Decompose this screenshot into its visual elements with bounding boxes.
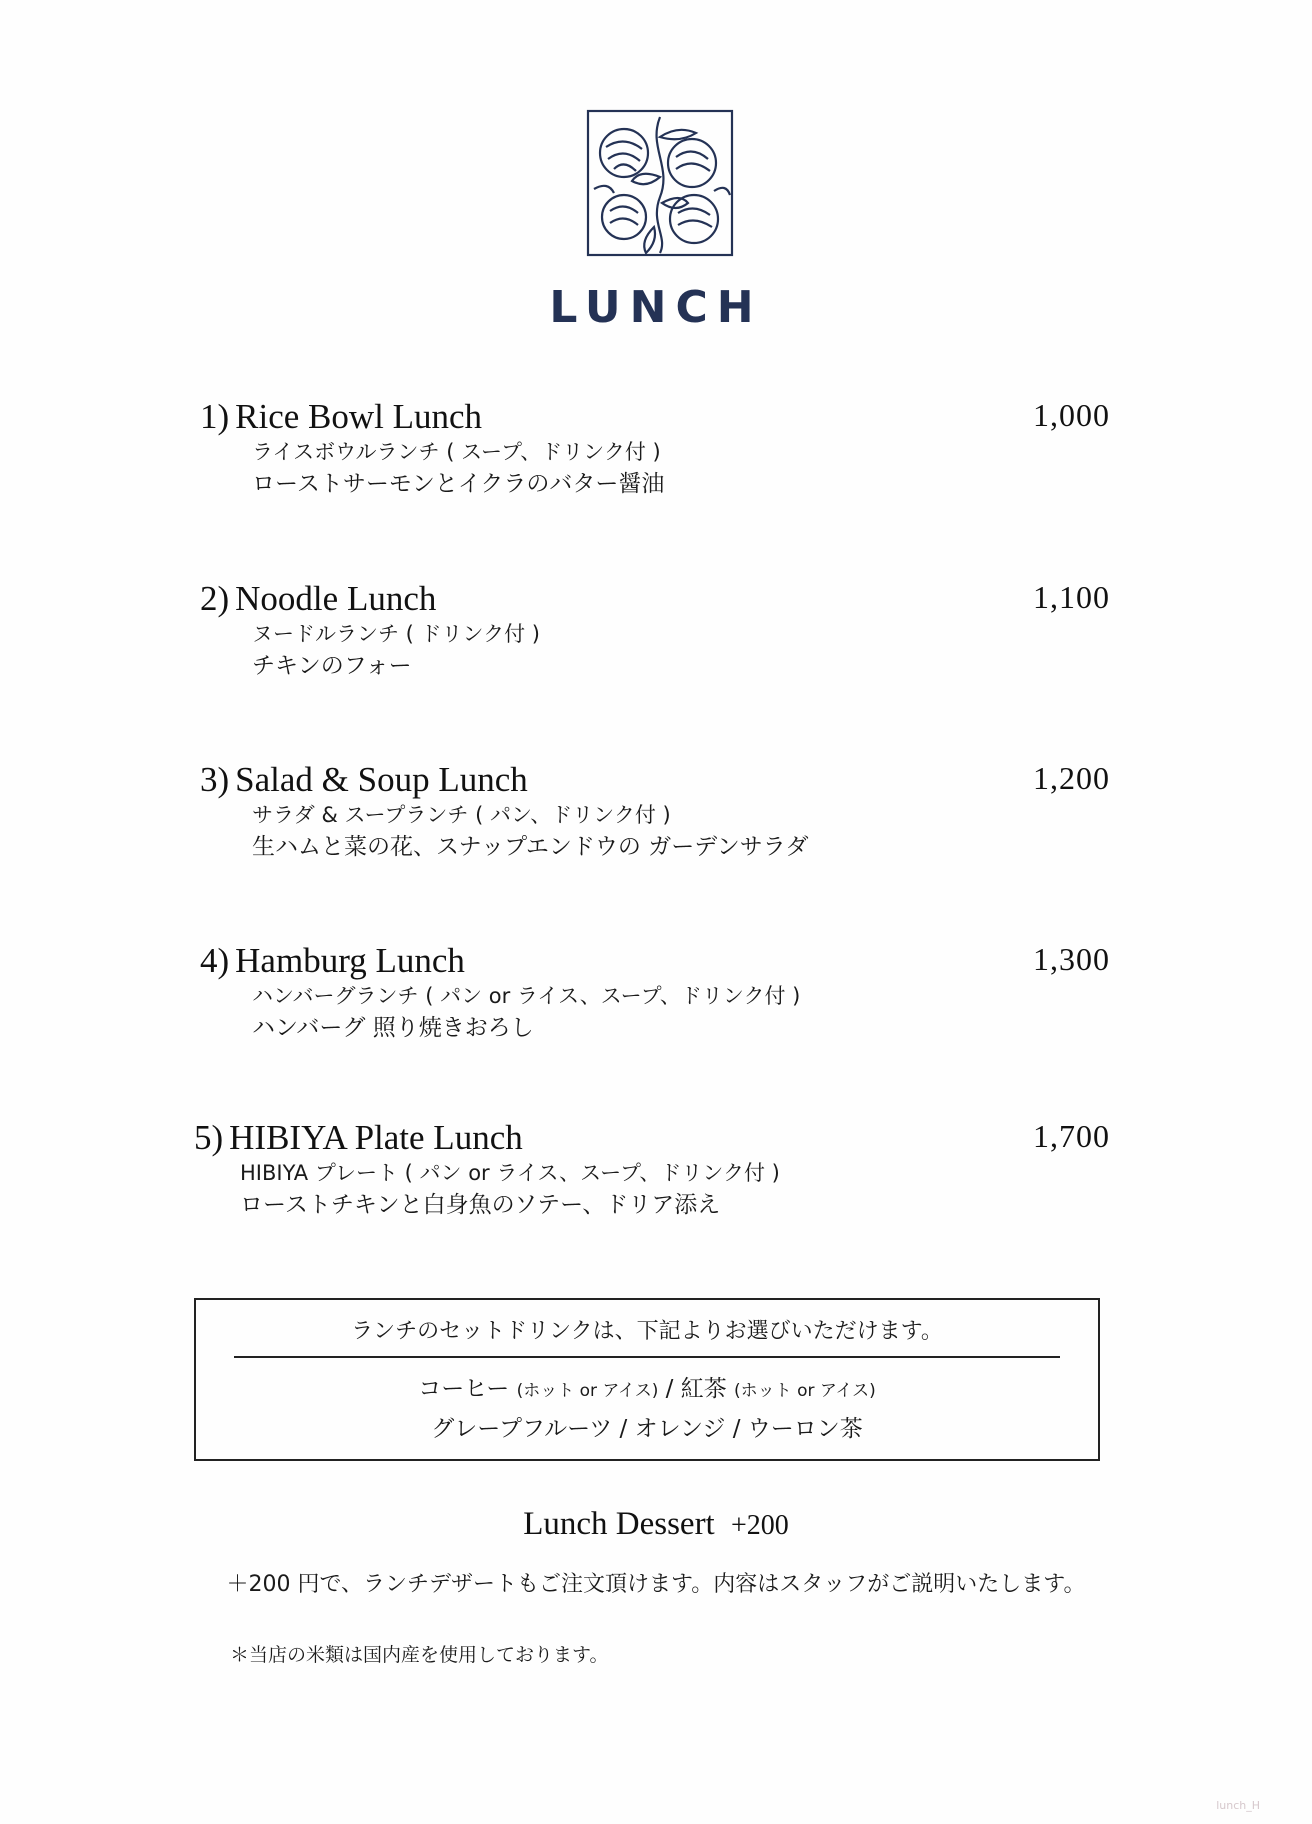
drink-line-juice: グレープフルーツ / オレンジ / ウーロン茶: [431, 1416, 863, 1442]
rice-origin-note: ＊当店の米類は国内産を使用しております。: [230, 1644, 609, 1666]
drink-coffee-note: (ホット or アイス): [516, 1381, 659, 1401]
drink-separator: /: [665, 1376, 674, 1402]
menu-item-noodle: [200, 579, 1120, 683]
drink-tea: 紅茶: [680, 1376, 727, 1402]
item-number: 4): [200, 941, 230, 980]
item-subtitle: ハンバーグランチ ( パン or ライス、スープ、ドリンク付 ): [252, 984, 801, 1008]
item-price: 1,200: [1033, 760, 1110, 796]
item-subtitle: HIBIYA プレート ( パン or ライス、スープ、ドリンク付 ): [240, 1161, 780, 1185]
item-number: 2): [200, 579, 230, 618]
item-description: ローストサーモンとイクラのバター醤油: [252, 471, 665, 497]
menu-item-salad-soup: [200, 760, 1120, 864]
dessert-note: ＋200 円で、ランチデザートもご注文頂けます。内容はスタッフがご説明いたします。: [226, 1572, 1086, 1597]
menu-title: LUNCH: [549, 282, 763, 333]
fruit-logo-icon: [584, 107, 736, 259]
dessert-name: Lunch Dessert: [523, 1506, 715, 1542]
menu-item-hamburg: [200, 941, 1120, 1045]
dessert-title: [0, 1506, 1312, 1543]
item-subtitle: ライスボウルランチ ( スープ、ドリンク付 ): [252, 440, 661, 464]
item-description: ローストチキンと白身魚のソテー、ドリア添え: [240, 1192, 721, 1218]
set-drink-heading: ランチのセットドリンクは、下記よりお選びいただけます。: [351, 1319, 943, 1344]
drink-tea-note: (ホット or アイス): [734, 1381, 876, 1401]
drink-line-hot: [196, 1370, 1098, 1403]
set-drink-box: [194, 1298, 1100, 1461]
item-price: 1,100: [1033, 579, 1110, 615]
item-name: Salad & Soup Lunch: [235, 760, 528, 799]
item-description: チキンのフォー: [252, 653, 412, 679]
item-subtitle: ヌードルランチ ( ドリンク付 ): [252, 622, 540, 646]
dessert-price: +200: [730, 1510, 789, 1541]
item-description: ハンバーグ 照り焼きおろし: [252, 1015, 534, 1041]
divider: [234, 1356, 1060, 1358]
item-name: HIBIYA Plate Lunch: [229, 1118, 523, 1157]
menu-item-hibiya-plate: [194, 1118, 1114, 1222]
page-stamp: lunch_H: [1216, 1799, 1260, 1812]
item-number: 5): [194, 1118, 224, 1157]
item-number: 1): [200, 397, 230, 436]
item-price: 1,300: [1033, 941, 1110, 977]
item-name: Rice Bowl Lunch: [235, 397, 483, 436]
item-name: Noodle Lunch: [235, 579, 437, 618]
item-number: 3): [200, 760, 230, 799]
item-subtitle: サラダ & スープランチ ( パン、ドリンク付 ): [252, 803, 671, 827]
menu-item-rice-bowl: [200, 397, 1120, 501]
item-price: 1,700: [1033, 1118, 1110, 1154]
item-description: 生ハムと菜の花、スナップエンドウの ガーデンサラダ: [252, 834, 809, 860]
item-name: Hamburg Lunch: [235, 941, 465, 980]
item-price: 1,000: [1033, 397, 1110, 433]
drink-coffee: コーヒー: [418, 1376, 510, 1402]
